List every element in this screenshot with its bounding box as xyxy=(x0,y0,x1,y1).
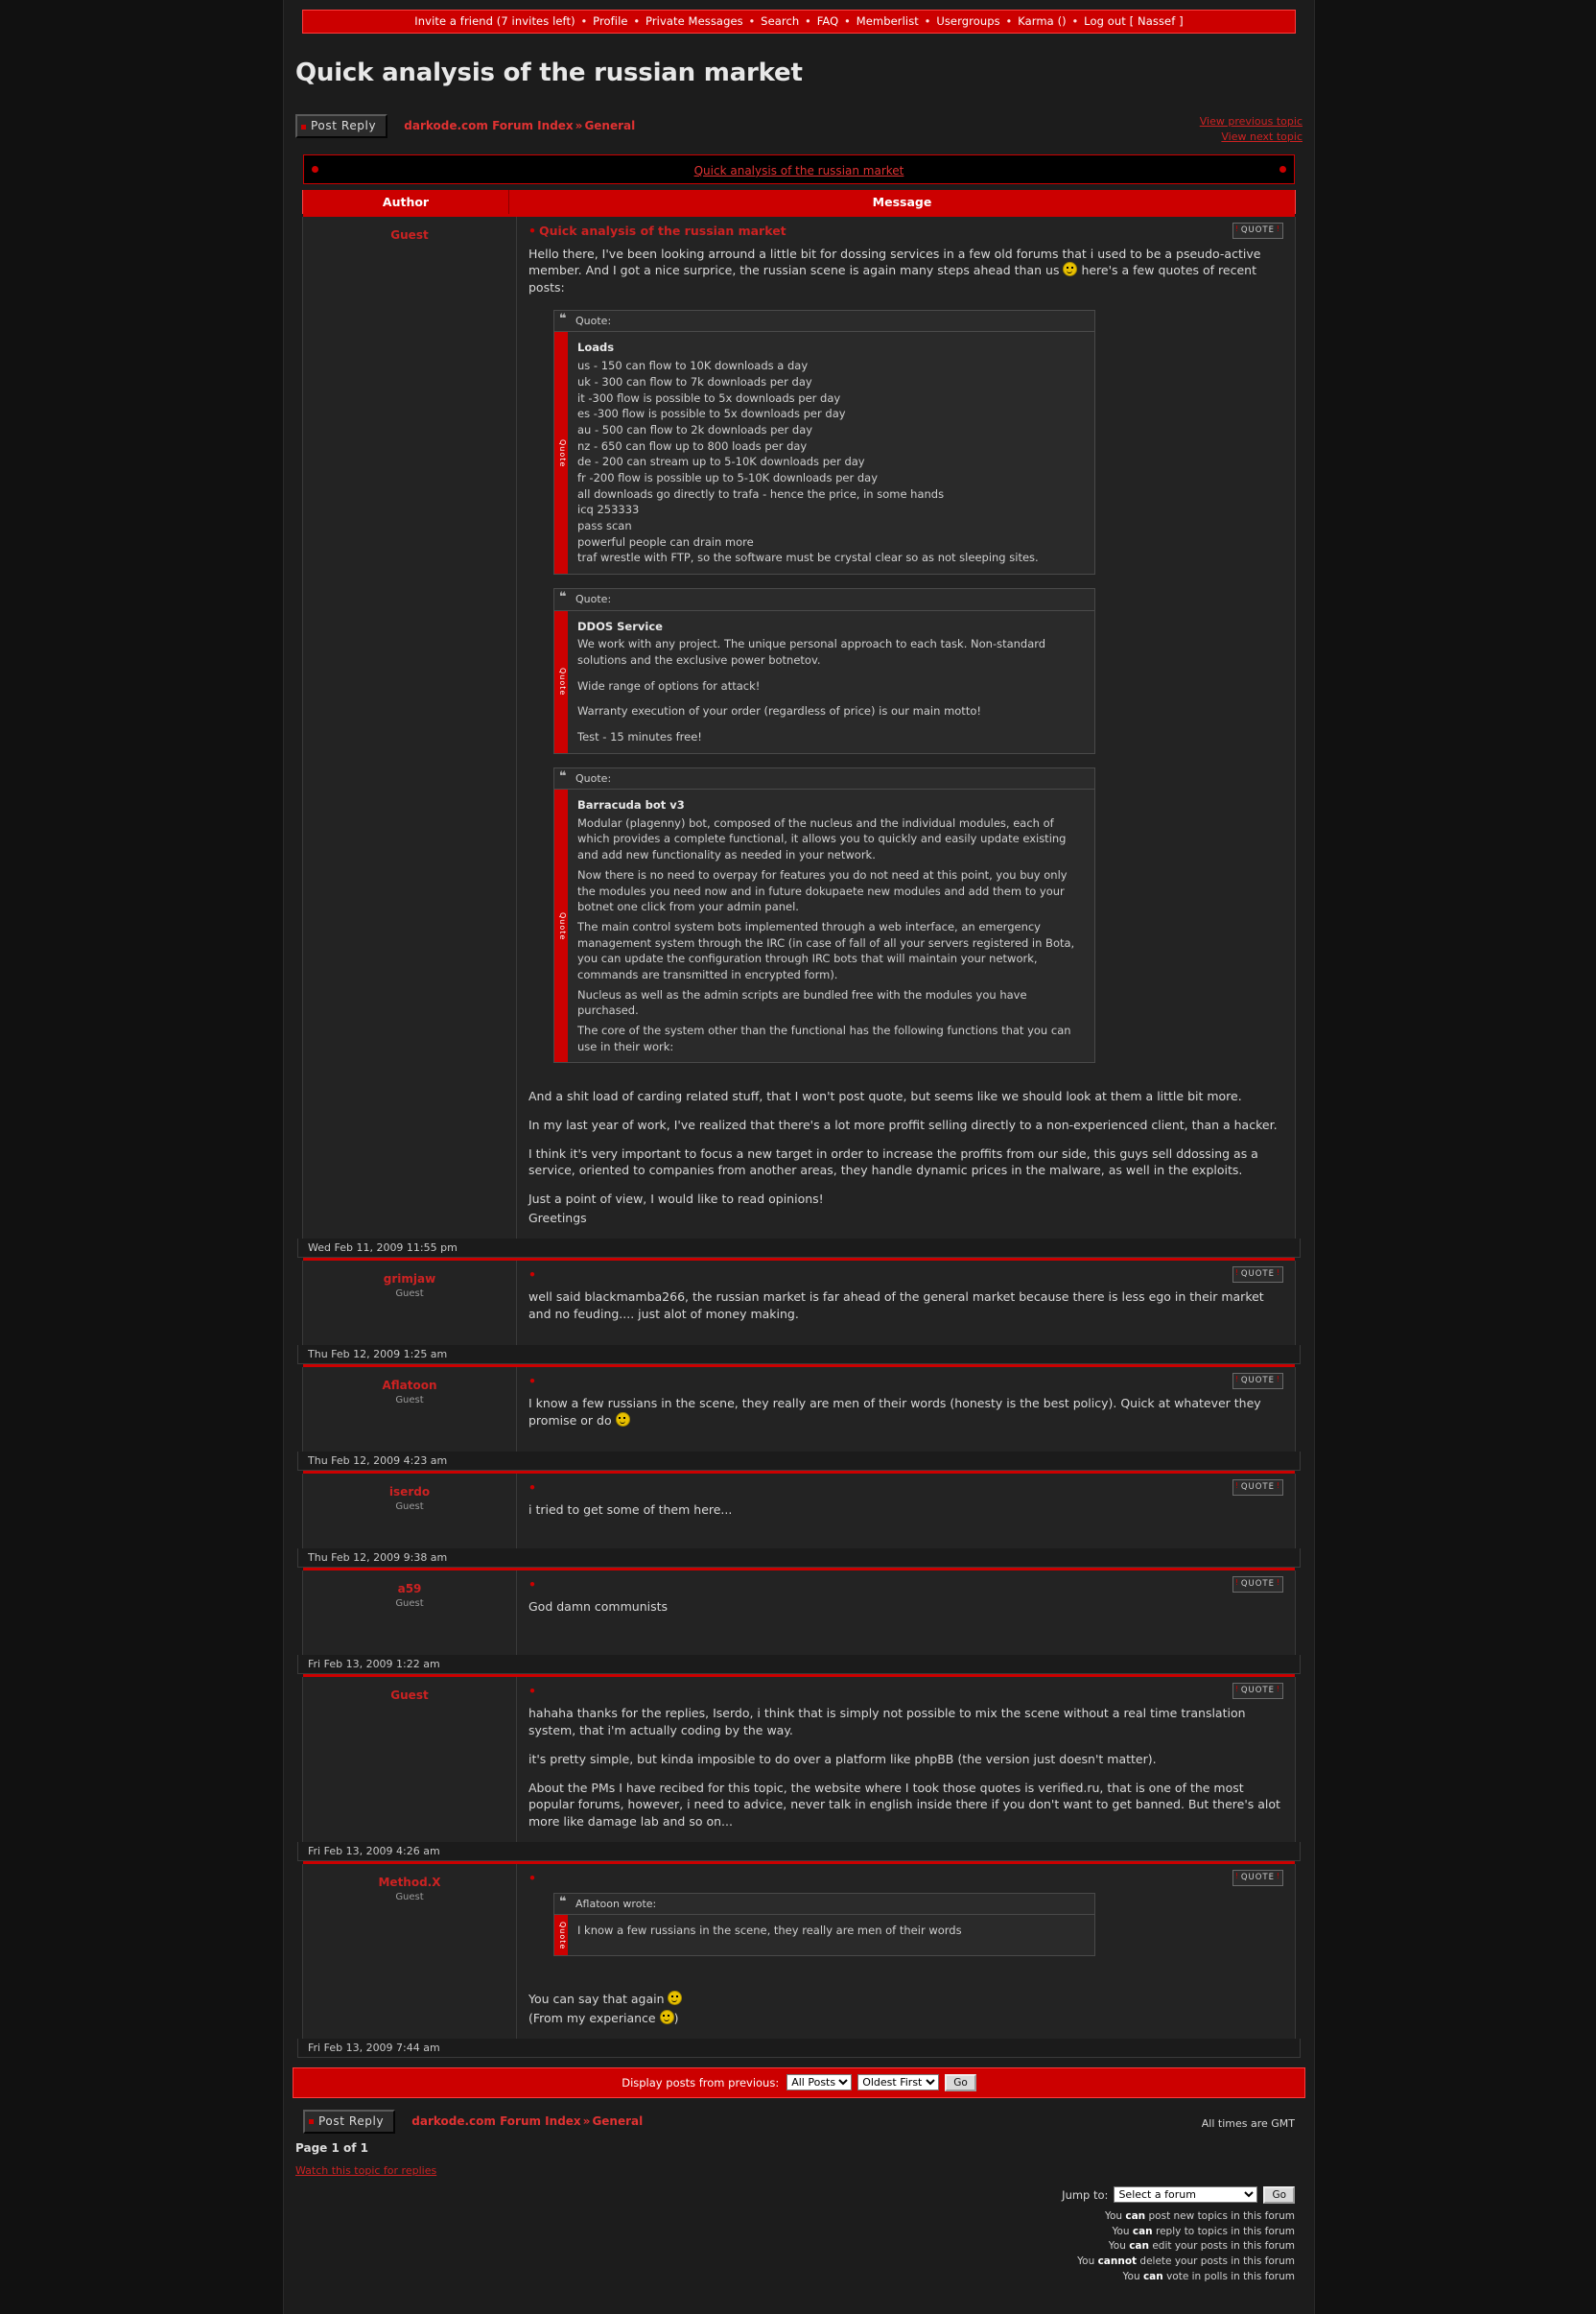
bullet-right-icon xyxy=(1279,166,1286,173)
post-bullet-icon: • xyxy=(528,1266,536,1282)
post-author xyxy=(303,1367,517,1452)
post-row xyxy=(302,1570,1296,1655)
post-row xyxy=(302,1677,1296,1842)
view-next-topic-link[interactable]: View next topic xyxy=(1221,130,1303,143)
quote-button[interactable]: ! QUOTE ! xyxy=(1232,1870,1283,1886)
nav-link-private-messages[interactable]: Private Messages xyxy=(645,14,743,28)
quote-block xyxy=(553,767,1095,1064)
nav-link-memberlist[interactable]: Memberlist xyxy=(856,14,919,28)
quote-mark-icon: ❝ xyxy=(559,311,567,326)
post-reply-button-top[interactable]: Post Reply xyxy=(295,114,387,138)
quote-paragraph: We work with any project. The unique personal approach to each task. Non-standard solutions and the exclusive power botnetov. xyxy=(577,637,1046,667)
quote-mark-icon: ❝ xyxy=(559,1894,567,1909)
quote-body xyxy=(553,610,1095,754)
jump-to-label: Jump to: xyxy=(1062,2187,1109,2202)
topic-title-bar-wrap xyxy=(303,154,1295,184)
post-header xyxy=(528,1576,1283,1594)
quote-block xyxy=(553,588,1095,754)
quote-content xyxy=(568,611,1094,753)
smiley-icon xyxy=(660,2010,674,2024)
post-paragraph: God damn communists xyxy=(528,1599,669,1615)
table-header xyxy=(302,190,1296,214)
post-author xyxy=(303,1474,517,1548)
post-subject xyxy=(528,1479,539,1497)
posts-filter-select[interactable] xyxy=(786,2074,852,2090)
author-name: a59 xyxy=(397,1581,422,1595)
breadcrumb-arrow: » xyxy=(575,119,583,132)
post-body xyxy=(517,1261,1295,1345)
smiley-icon xyxy=(668,1991,682,2005)
quote-line: it -300 flow is possible to 5x downloads per day xyxy=(577,390,841,405)
quote-body xyxy=(553,331,1095,574)
jump-to-bar xyxy=(303,2186,1295,2204)
quote-paragraph: The main control system bots implemented through a web interface, an emergency management system through the IRC (in case of fall of all your servers registered in Bota, you can update the configuration through IRC bots that will maintain your network, commands are transmitted in encrypted form). xyxy=(577,919,1075,981)
author-rank: Guest xyxy=(395,1500,424,1512)
post-timestamp: Thu Feb 12, 2009 1:25 am xyxy=(297,1345,1301,1364)
bottom-toolbar xyxy=(303,2110,1295,2134)
post-subject: • Quick analysis of the russian market xyxy=(528,223,786,238)
quote-title: Loads xyxy=(577,341,615,355)
view-previous-topic-link[interactable]: View previous topic xyxy=(1199,115,1303,128)
post-paragraph: Greetings xyxy=(528,1210,587,1225)
quote-title: DDOS Service xyxy=(577,619,663,633)
author-name: Guest xyxy=(390,227,429,242)
column-header-author: Author xyxy=(303,190,509,214)
permissions-list xyxy=(303,2209,1295,2314)
post-paragraph: I know a few russians in the scene, they really are men of their words (honesty is the best policy). Quick at whatever they promise or do xyxy=(528,1396,1261,1429)
quote-block xyxy=(553,310,1095,575)
post-body xyxy=(517,1864,1295,2039)
quote-line: all downloads go directly to trafa - hence the price, in some hands xyxy=(577,486,945,501)
post-paragraph: I think it's very important to focus a new target in order to increase the proffits from our side, this guys sell ddossing as a service, oriented to companies from another areas, they handle dynamic prices in the malware, as well in the exploits. xyxy=(528,1145,1258,1178)
nav-separator: • xyxy=(748,14,756,28)
quote-paragraph: Test - 15 minutes free! xyxy=(577,729,702,744)
quote-line: es -300 flow is possible to 5x downloads per day xyxy=(577,407,846,421)
top-navigation xyxy=(302,10,1296,34)
topic-nav-links xyxy=(1200,114,1303,145)
nav-separator: • xyxy=(1005,14,1013,28)
post-body xyxy=(517,1474,1295,1548)
post-text xyxy=(528,1598,1283,1616)
author-name: Method.X xyxy=(378,1875,441,1889)
post-header xyxy=(528,223,1283,240)
post-text xyxy=(528,1705,1283,1830)
quote-sidebar-label: Quote xyxy=(554,790,568,1062)
permission-item: You cannot delete your posts in this forum xyxy=(1077,2255,1295,2268)
post-row xyxy=(302,1261,1296,1345)
quote-line: us - 150 can flow to 10K downloads a day xyxy=(577,359,809,373)
quote-button[interactable]: ! QUOTE ! xyxy=(1232,223,1283,239)
post-paragraph: well said blackmamba266, the russian market is far ahead of the general market because there is less ego in their market and no feuding.... just alot of money making. xyxy=(528,1289,1264,1322)
quote-label: ❝ Quote: xyxy=(553,767,1095,790)
post-timestamp: Wed Feb 11, 2009 11:55 pm xyxy=(297,1239,1301,1258)
post-body xyxy=(517,217,1295,1239)
post-text xyxy=(528,1501,1283,1519)
quote-mark-icon: ❝ xyxy=(559,768,567,784)
breadcrumb-bottom xyxy=(411,2109,643,2128)
post-timestamp: Fri Feb 13, 2009 7:44 am xyxy=(297,2039,1301,2058)
post-subject xyxy=(528,1373,539,1390)
quote-line: pass scan xyxy=(577,518,632,532)
quote-line: nz - 650 can flow up to 800 loads per day xyxy=(577,438,808,453)
quote-line: icq 253333 xyxy=(577,503,640,517)
breadcrumb-arrow-bottom: » xyxy=(582,2113,591,2128)
author-rank: Guest xyxy=(395,1597,424,1609)
go-button[interactable]: Go xyxy=(945,2074,976,2091)
post-body xyxy=(517,1570,1295,1655)
quote-body xyxy=(553,789,1095,1063)
author-name: grimjaw xyxy=(383,1271,436,1286)
quote-sidebar-label: Quote xyxy=(554,611,568,753)
post-header xyxy=(528,1870,1283,1887)
nav-separator: • xyxy=(805,14,811,28)
quote-button[interactable]: ! QUOTE ! xyxy=(1232,1479,1283,1496)
post-reply-button-bottom[interactable]: Post Reply xyxy=(303,2110,395,2134)
quote-line: au - 500 can flow to 2k downloads per day xyxy=(577,422,813,437)
author-rank: Guest xyxy=(395,1394,424,1405)
post-timestamp: Fri Feb 13, 2009 4:26 am xyxy=(297,1842,1301,1861)
post-bullet-icon: • xyxy=(528,1870,536,1885)
post-bullet-icon: • xyxy=(528,1479,536,1495)
nav-link-search[interactable]: Search xyxy=(761,14,800,28)
post-subject xyxy=(528,1576,539,1594)
quote-line: traf wrestle with FTP, so the software must be crystal clear so as not sleeping sites. xyxy=(577,551,1039,565)
column-header-message: Message xyxy=(872,194,932,209)
post-text xyxy=(528,1991,1283,2027)
watch-topic-link[interactable]: Watch this topic for replies xyxy=(295,2163,437,2177)
author-rank: Guest xyxy=(395,1891,424,1902)
post-bullet-icon: • xyxy=(528,1683,536,1698)
post-bullet-icon: • xyxy=(528,1373,536,1388)
quote-line: de - 200 can stream up to 5-10K downloads per day xyxy=(577,455,865,469)
quote-body xyxy=(553,1914,1095,1956)
quote-title: Barracuda bot v3 xyxy=(577,798,685,813)
all-times-label: All times are GMT xyxy=(1201,2116,1295,2130)
sort-order-select[interactable] xyxy=(857,2074,939,2090)
post-author xyxy=(303,1864,517,2039)
post-author xyxy=(303,1677,517,1842)
post-row xyxy=(302,1864,1296,2039)
post-row xyxy=(302,1367,1296,1452)
post-row xyxy=(302,217,1296,1239)
author-rank: Guest xyxy=(395,1287,424,1299)
bullet-left-icon xyxy=(312,166,318,173)
nav-link-logout[interactable]: Log out [ Nassef ] xyxy=(1084,14,1184,28)
post-header xyxy=(528,1266,1283,1284)
post-header xyxy=(528,1373,1283,1390)
post-subject xyxy=(528,1683,539,1700)
post-text xyxy=(528,246,1283,296)
post-timestamp: Thu Feb 12, 2009 9:38 am xyxy=(297,1548,1301,1568)
breadcrumb-forum[interactable]: General xyxy=(584,119,636,132)
post-subject xyxy=(528,1870,539,1887)
nav-separator: • xyxy=(924,14,931,28)
nav-separator: • xyxy=(844,14,851,28)
post-author xyxy=(303,217,517,1239)
quote-paragraph: Warranty execution of your order (regardless of price) is our main motto! xyxy=(577,704,981,719)
post-body xyxy=(517,1677,1295,1842)
post-row xyxy=(302,1474,1296,1548)
quote-line: fr -200 flow is possible up to 5-10K downloads per day xyxy=(577,470,879,484)
topic-toolbar xyxy=(295,114,1303,145)
smiley-icon xyxy=(1063,262,1077,276)
permission-item: You can edit your posts in this forum xyxy=(1108,2240,1295,2253)
quote-sidebar-label: Quote xyxy=(554,1915,568,1955)
post-text xyxy=(528,1395,1283,1429)
breadcrumb xyxy=(404,113,635,132)
post-paragraph: hahaha thanks for the replies, Iserdo, i think that is simply not possible to mix the scene without a real time translation system, that i'm actually coding by the way. xyxy=(528,1706,1246,1738)
post-paragraph: i tried to get some of them here... xyxy=(528,1502,733,1518)
post-paragraph: About the PMs I have recibed for this topic, the website where I took those quotes is verified.ru, that is one of the most popular forums, however, i need to advice, never talk in english inside there if you don't want to get banned. But there's alot more like damage lab and so on... xyxy=(528,1780,1280,1830)
quote-paragraph: The core of the system other than the functional has the following functions that you can use in their work: xyxy=(577,1023,1071,1053)
post-bullet-icon: • xyxy=(528,223,536,238)
quote-button[interactable]: ! QUOTE ! xyxy=(1232,1683,1283,1699)
post-text-bottom xyxy=(528,1088,1283,1227)
quote-paragraph: Now there is no need to overpay for features you do not need at this point, you buy only the modules you need now and in future dokupaete new modules and add them to your botnet one click from your admin panel. xyxy=(577,867,1068,914)
post-paragraph: Hello there, I've been looking arround a little bit for dossing services in a few old forums that i used to be a pseudo-active member. And I got a nice surprice, the russian scene is again many steps ahead than us here's a few quotes of recent posts: xyxy=(528,246,1261,295)
author-name: Aflatoon xyxy=(382,1378,437,1392)
nav-separator: • xyxy=(580,14,588,28)
post-header xyxy=(528,1479,1283,1497)
nav-link-profile[interactable]: Profile xyxy=(593,14,628,28)
nav-link-karma[interactable]: Karma () xyxy=(1018,14,1067,28)
nav-separator: • xyxy=(1071,14,1079,28)
author-name: iserdo xyxy=(388,1484,431,1499)
post-paragraph: You can say that again xyxy=(528,1991,1283,2008)
quote-content xyxy=(568,332,1094,573)
quote-mark-icon: ❝ xyxy=(559,589,567,604)
post-body xyxy=(517,1367,1295,1452)
quote-label: ❝ Aflatoon wrote: xyxy=(553,1893,1095,1915)
nav-separator: • xyxy=(633,14,641,28)
post-paragraph: (From my experiance ) xyxy=(528,2011,679,2026)
post-timestamp: Thu Feb 12, 2009 4:23 am xyxy=(297,1452,1301,1471)
breadcrumb-forum-bottom[interactable]: General xyxy=(592,2113,644,2128)
topic-title-link[interactable]: Quick analysis of the russian market xyxy=(693,163,904,177)
post-author xyxy=(303,1570,517,1655)
page-title: Quick analysis of the russian market xyxy=(295,59,803,87)
post-author xyxy=(303,1261,517,1345)
quote-content: I know a few russians in the scene, they really are men of their words xyxy=(577,1924,962,1938)
quote-line: uk - 300 can flow to 7k downloads per day xyxy=(577,374,812,389)
quote-button[interactable]: ! QUOTE ! xyxy=(1232,1373,1283,1389)
post-text xyxy=(528,1288,1283,1323)
quote-line: powerful people can drain more xyxy=(577,534,754,549)
jump-go-button[interactable]: Go xyxy=(1263,2186,1295,2204)
quote-content xyxy=(568,790,1094,1062)
breadcrumb-index-bottom[interactable]: darkode.com Forum Index xyxy=(411,2113,581,2128)
post-paragraph: it's pretty simple, but kinda imposible to do over a platform like phpBB (the version just doesn't matter). xyxy=(528,1751,1157,1766)
permission-item: You can vote in polls in this forum xyxy=(1122,2270,1295,2282)
post-paragraph: In my last year of work, I've realized that there's a lot more proffit selling directly to a non-experienced client, than a hacker. xyxy=(528,1117,1278,1132)
watch-topic-link-wrap xyxy=(295,2164,1314,2177)
post-bullet-icon: • xyxy=(528,1576,536,1592)
quote-block xyxy=(553,1893,1095,1957)
post-subject xyxy=(528,1266,539,1284)
author-name: Guest xyxy=(390,1688,429,1702)
quote-paragraph: Modular (plagenny) bot, composed of the nucleus and the individual modules, each of which provides a complete functional, it allows you to quickly and easily update existing and add new functionality as needed in your network. xyxy=(577,815,1067,862)
quote-label: ❝ Quote: xyxy=(553,310,1095,332)
display-filter-bar xyxy=(293,2067,1305,2098)
nav-link-faq[interactable]: FAQ xyxy=(816,14,839,28)
post-timestamp: Fri Feb 13, 2009 1:22 am xyxy=(297,1655,1301,1674)
topic-title-bar xyxy=(303,154,1295,184)
smiley-icon xyxy=(616,1412,630,1427)
quote-label: ❝ Quote: xyxy=(553,588,1095,610)
nav-link-usergroups[interactable]: Usergroups xyxy=(936,14,1000,28)
page-of-label: Page 1 of 1 xyxy=(295,2140,368,2155)
quote-sidebar-label: Quote xyxy=(554,332,568,573)
quote-paragraph: Wide range of options for attack! xyxy=(577,678,761,693)
quote-button[interactable]: ! QUOTE ! xyxy=(1232,1576,1283,1593)
post-paragraph: And a shit load of carding related stuff, that I won't post quote, but seems like we should look at them a little bit more. xyxy=(528,1089,1242,1104)
nav-link-invite[interactable]: Invite a friend (7 invites left) xyxy=(414,14,575,28)
permission-item: You can post new topics in this forum xyxy=(1104,2209,1295,2222)
quote-button[interactable]: ! QUOTE ! xyxy=(1232,1266,1283,1283)
forum-page xyxy=(283,0,1315,2314)
display-from-label: Display posts from previous: xyxy=(622,2075,780,2090)
permission-item: You can reply to topics in this forum xyxy=(1112,2225,1295,2237)
post-header xyxy=(528,1683,1283,1700)
breadcrumb-index[interactable]: darkode.com Forum Index xyxy=(404,119,574,132)
quote-paragraph: Nucleus as well as the admin scripts are bundled free with the modules you have purchased. xyxy=(577,987,1027,1018)
post-paragraph: Just a point of view, I would like to read opinions! xyxy=(528,1192,824,1207)
